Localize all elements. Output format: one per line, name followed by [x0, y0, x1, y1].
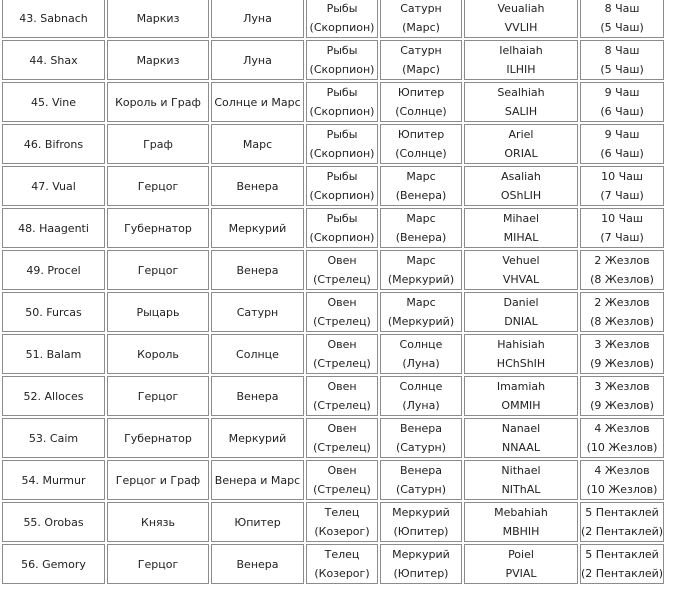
sign-ruler-secondary: (Солнце) [395, 147, 447, 160]
sign-ruler-secondary: (Юпитер) [393, 567, 449, 580]
rank-cell [107, 460, 209, 500]
table-row [2, 502, 664, 542]
zodiac-sign-cell [306, 250, 378, 290]
sign-ruler-secondary: (Сатурн) [395, 483, 447, 496]
rank-cell [107, 208, 209, 248]
planet-cell [211, 40, 304, 80]
angel-name-cell [464, 0, 578, 38]
planet-text: Солнце [236, 347, 279, 361]
spirit-name-cell [2, 376, 105, 416]
sign-ruler-secondary: (Марс) [402, 21, 440, 34]
angel-name-text: Mihael [502, 212, 540, 225]
angel-name-text: Daniel [503, 296, 539, 309]
planet-text: Марс [242, 137, 273, 151]
tarot-card-secondary: (5 Чаш) [600, 21, 644, 34]
sign-ruler-secondary: (Венера) [395, 189, 447, 202]
angel-name-secondary: VVLIH [504, 21, 538, 34]
rank-text: Маркиз [136, 11, 180, 25]
tarot-card-text: 2 Жезлов [594, 254, 650, 267]
planet-cell [211, 0, 304, 38]
zodiac-sign-cell [306, 166, 378, 206]
spirit-name-cell [2, 0, 105, 38]
sign-ruler-text: Меркурий [392, 506, 450, 519]
zodiac-sign-cell [306, 124, 378, 164]
angel-name-text: Vehuel [502, 254, 540, 267]
zodiac-sign-secondary: (Стрелец) [313, 315, 371, 328]
sign-ruler-cell [380, 82, 462, 122]
tarot-card-secondary: (9 Жезлов) [590, 399, 654, 412]
tarot-card-secondary: (6 Чаш) [600, 105, 644, 118]
planet-text: Венера и Марс [214, 473, 301, 487]
angel-name-secondary: OMMIH [501, 399, 541, 412]
table-row [2, 208, 664, 248]
sign-ruler-secondary: (Юпитер) [393, 525, 449, 538]
sign-ruler-text: Марс [406, 254, 436, 267]
tarot-card-text: 4 Жезлов [594, 422, 650, 435]
planet-text: Венера [236, 557, 279, 571]
planet-text: Юпитер [234, 515, 281, 529]
tarot-card-text: 2 Жезлов [594, 296, 650, 309]
spirit-name-cell [2, 502, 105, 542]
zodiac-sign-secondary: (Стрелец) [313, 441, 371, 454]
angel-name-text: Mebahiah [494, 506, 548, 519]
angel-name-secondary: MBHIH [502, 525, 540, 538]
planet-text: Венера [236, 179, 279, 193]
spirit-name-cell [2, 544, 105, 584]
sign-ruler-text: Сатурн [400, 44, 442, 57]
sign-ruler-text: Марс [406, 212, 436, 225]
planet-cell [211, 376, 304, 416]
planet-cell [211, 82, 304, 122]
sign-ruler-cell [380, 376, 462, 416]
zodiac-sign-text: Рыбы [326, 170, 358, 183]
spirit-name-text: 53. Caim [28, 431, 79, 445]
zodiac-sign-cell [306, 82, 378, 122]
angel-name-secondary: DNIAL [504, 315, 538, 328]
zodiac-sign-cell [306, 334, 378, 374]
sign-ruler-text: Марс [406, 170, 436, 183]
planet-text: Луна [243, 11, 272, 25]
angel-name-text: Ariel [508, 128, 534, 141]
zodiac-sign-text: Телец [324, 548, 360, 561]
zodiac-sign-cell [306, 376, 378, 416]
sign-ruler-cell [380, 460, 462, 500]
planet-cell [211, 460, 304, 500]
rank-text: Рыцарь [136, 305, 180, 319]
table-row [2, 460, 664, 500]
rank-text: Губернатор [124, 431, 192, 445]
sign-ruler-cell [380, 0, 462, 38]
tarot-card-secondary: (6 Чаш) [600, 147, 644, 160]
rank-text: Герцог [137, 179, 179, 193]
sign-ruler-cell [380, 418, 462, 458]
zodiac-sign-secondary: (Скорпион) [309, 105, 375, 118]
spirit-name-text: 51. Balam [25, 347, 82, 361]
angel-name-text: Hahisiah [497, 338, 545, 351]
zodiac-sign-secondary: (Скорпион) [309, 189, 375, 202]
zodiac-sign-cell [306, 460, 378, 500]
tarot-card-secondary: (7 Чаш) [600, 189, 644, 202]
tarot-card-text: 5 Пентаклей [585, 548, 659, 561]
tarot-card-cell [580, 208, 664, 248]
angel-name-cell [464, 292, 578, 332]
angel-name-cell [464, 82, 578, 122]
tarot-card-cell [580, 502, 664, 542]
table-row [2, 292, 664, 332]
planet-text: Солнце и Марс [214, 95, 301, 109]
sign-ruler-text: Юпитер [397, 128, 445, 141]
zodiac-sign-cell [306, 418, 378, 458]
planet-cell [211, 292, 304, 332]
spirit-name-text: 48. Haagenti [18, 221, 89, 235]
sign-ruler-text: Солнце [399, 380, 443, 393]
zodiac-sign-secondary: (Стрелец) [313, 399, 371, 412]
tarot-card-cell [580, 82, 664, 122]
planet-cell [211, 250, 304, 290]
spirit-name-cell [2, 334, 105, 374]
sign-ruler-secondary: (Меркурий) [387, 315, 455, 328]
zodiac-sign-text: Рыбы [326, 86, 358, 99]
sign-ruler-text: Солнце [399, 338, 443, 351]
table-row [2, 250, 664, 290]
tarot-card-secondary: (10 Жезлов) [586, 483, 658, 496]
rank-cell [107, 82, 209, 122]
angel-name-secondary: ILHIH [506, 63, 536, 76]
table-row [2, 376, 664, 416]
tarot-card-secondary: (2 Пентаклей) [581, 567, 664, 580]
zodiac-sign-cell [306, 544, 378, 584]
rank-cell [107, 544, 209, 584]
planet-cell [211, 418, 304, 458]
zodiac-sign-text: Рыбы [326, 128, 358, 141]
rank-cell [107, 0, 209, 38]
angel-name-secondary: MIHAL [503, 231, 539, 244]
rank-cell [107, 502, 209, 542]
rank-cell [107, 40, 209, 80]
table-row [2, 166, 664, 206]
angel-name-cell [464, 376, 578, 416]
angel-name-secondary: PVIAL [505, 567, 537, 580]
table-row [2, 0, 664, 38]
tarot-card-text: 9 Чаш [604, 86, 640, 99]
sign-ruler-cell [380, 544, 462, 584]
angel-name-cell [464, 40, 578, 80]
spirit-name-text: 47. Vual [31, 179, 76, 193]
table-row [2, 124, 664, 164]
spirit-name-text: 50. Furcas [25, 305, 82, 319]
angel-name-cell [464, 502, 578, 542]
spirits-table-body [2, 0, 664, 584]
angel-name-secondary: VHVAL [502, 273, 540, 286]
tarot-card-cell [580, 460, 664, 500]
planet-cell [211, 544, 304, 584]
spirit-name-text: 54. Murmur [21, 473, 86, 487]
angel-name-secondary: HChShIH [496, 357, 546, 370]
tarot-card-cell [580, 40, 664, 80]
planet-cell [211, 166, 304, 206]
sign-ruler-text: Венера [400, 464, 442, 477]
planet-cell [211, 502, 304, 542]
tarot-card-secondary: (7 Чаш) [600, 231, 644, 244]
angel-name-text: Sealhiah [497, 86, 545, 99]
tarot-card-cell [580, 292, 664, 332]
tarot-card-text: 4 Жезлов [594, 464, 650, 477]
angel-name-secondary: NNAAL [502, 441, 540, 454]
planet-text: Луна [243, 53, 272, 67]
angel-name-text: Poiel [508, 548, 534, 561]
table-row [2, 82, 664, 122]
rank-text: Король и Граф [115, 95, 201, 109]
tarot-card-cell [580, 544, 664, 584]
tarot-card-text: 9 Чаш [604, 128, 640, 141]
zodiac-sign-secondary: (Скорпион) [309, 147, 375, 160]
tarot-card-secondary: (9 Жезлов) [590, 357, 654, 370]
spirit-name-cell [2, 166, 105, 206]
zodiac-sign-text: Овен [327, 254, 357, 267]
sign-ruler-cell [380, 250, 462, 290]
tarot-card-text: 5 Пентаклей [585, 506, 659, 519]
spirit-name-text: 56. Gemory [21, 557, 86, 571]
rank-text: Король [137, 347, 179, 361]
rank-text: Герцог [137, 263, 179, 277]
zodiac-sign-secondary: (Стрелец) [313, 357, 371, 370]
zodiac-sign-cell [306, 208, 378, 248]
angel-name-cell [464, 166, 578, 206]
sign-ruler-secondary: (Сатурн) [395, 441, 447, 454]
tarot-card-cell [580, 166, 664, 206]
tarot-card-secondary: (8 Жезлов) [590, 315, 654, 328]
table-row [2, 334, 664, 374]
angel-name-secondary: OShLIH [500, 189, 542, 202]
tarot-card-secondary: (10 Жезлов) [586, 441, 658, 454]
planet-cell [211, 124, 304, 164]
rank-cell [107, 418, 209, 458]
angel-name-cell [464, 334, 578, 374]
angel-name-cell [464, 418, 578, 458]
angel-name-text: Asaliah [501, 170, 541, 183]
angel-name-secondary: NIThAL [501, 483, 541, 496]
zodiac-sign-text: Рыбы [326, 44, 358, 57]
planet-cell [211, 208, 304, 248]
sign-ruler-text: Марс [406, 296, 436, 309]
zodiac-sign-text: Овен [327, 296, 357, 309]
rank-text: Князь [141, 515, 175, 529]
zodiac-sign-text: Телец [324, 506, 360, 519]
tarot-card-cell [580, 334, 664, 374]
sign-ruler-text: Венера [400, 422, 442, 435]
zodiac-sign-cell [306, 40, 378, 80]
zodiac-sign-secondary: (Скорпион) [309, 231, 375, 244]
angel-name-cell [464, 460, 578, 500]
table-row [2, 40, 664, 80]
tarot-card-text: 8 Чаш [604, 44, 640, 57]
rank-text: Губернатор [124, 221, 192, 235]
angel-name-text: Imamiah [496, 380, 546, 393]
sign-ruler-secondary: (Солнце) [395, 105, 447, 118]
table-row [2, 418, 664, 458]
sign-ruler-secondary: (Меркурий) [387, 273, 455, 286]
angel-name-text: Nanael [501, 422, 541, 435]
sign-ruler-cell [380, 40, 462, 80]
spirit-name-text: 49. Procel [26, 263, 81, 277]
planet-text: Венера [236, 263, 279, 277]
tarot-card-cell [580, 0, 664, 38]
zodiac-sign-secondary: (Скорпион) [309, 63, 375, 76]
tarot-card-secondary: (2 Пентаклей) [581, 525, 664, 538]
sign-ruler-cell [380, 166, 462, 206]
tarot-card-text: 10 Чаш [601, 170, 643, 183]
angel-name-cell [464, 124, 578, 164]
zodiac-sign-text: Рыбы [326, 2, 358, 15]
sign-ruler-secondary: (Луна) [402, 357, 440, 370]
planet-text: Сатурн [236, 305, 279, 319]
tarot-card-cell [580, 376, 664, 416]
tarot-card-text: 3 Жезлов [594, 338, 650, 351]
tarot-card-cell [580, 250, 664, 290]
sign-ruler-secondary: (Венера) [395, 231, 447, 244]
rank-cell [107, 250, 209, 290]
planet-text: Венера [236, 389, 279, 403]
rank-cell [107, 166, 209, 206]
angel-name-cell [464, 250, 578, 290]
sign-ruler-text: Сатурн [400, 2, 442, 15]
spirit-name-cell [2, 292, 105, 332]
rank-cell [107, 334, 209, 374]
zodiac-sign-text: Овен [327, 338, 357, 351]
tarot-card-cell [580, 418, 664, 458]
spirit-name-text: 55. Orobas [23, 515, 84, 529]
zodiac-sign-text: Овен [327, 464, 357, 477]
rank-text: Маркиз [136, 53, 180, 67]
spirit-name-text: 44. Shax [29, 53, 78, 67]
zodiac-sign-text: Овен [327, 422, 357, 435]
planet-text: Меркурий [228, 431, 287, 445]
angel-name-text: Ielhaiah [499, 44, 543, 57]
spirit-name-cell [2, 40, 105, 80]
spirit-name-text: 45. Vine [30, 95, 77, 109]
zodiac-sign-text: Овен [327, 380, 357, 393]
spirit-name-cell [2, 250, 105, 290]
zodiac-sign-cell [306, 0, 378, 38]
spirit-name-cell [2, 418, 105, 458]
tarot-card-text: 8 Чаш [604, 2, 640, 15]
angel-name-secondary: ORIAL [504, 147, 538, 160]
zodiac-sign-secondary: (Козерог) [314, 525, 370, 538]
spirit-name-cell [2, 124, 105, 164]
angel-name-cell [464, 544, 578, 584]
tarot-card-secondary: (8 Жезлов) [590, 273, 654, 286]
rank-cell [107, 124, 209, 164]
sign-ruler-cell [380, 292, 462, 332]
sign-ruler-text: Юпитер [397, 86, 445, 99]
angel-name-cell [464, 208, 578, 248]
sign-ruler-cell [380, 124, 462, 164]
tarot-card-secondary: (5 Чаш) [600, 63, 644, 76]
planet-text: Меркурий [228, 221, 287, 235]
zodiac-sign-cell [306, 502, 378, 542]
zodiac-sign-secondary: (Козерог) [314, 567, 370, 580]
spirit-name-text: 52. Alloces [23, 389, 84, 403]
spirit-name-text: 43. Sabnach [19, 11, 88, 25]
sign-ruler-cell [380, 208, 462, 248]
rank-text: Герцог [137, 389, 179, 403]
sign-ruler-text: Меркурий [392, 548, 450, 561]
zodiac-sign-secondary: (Стрелец) [313, 273, 371, 286]
tarot-card-text: 10 Чаш [601, 212, 643, 225]
rank-cell [107, 292, 209, 332]
table-row [2, 544, 664, 584]
spirit-name-cell [2, 208, 105, 248]
angel-name-secondary: SALIH [504, 105, 538, 118]
zodiac-sign-text: Рыбы [326, 212, 358, 225]
rank-cell [107, 376, 209, 416]
tarot-card-cell [580, 124, 664, 164]
sign-ruler-cell [380, 334, 462, 374]
zodiac-sign-secondary: (Стрелец) [313, 483, 371, 496]
sign-ruler-secondary: (Луна) [402, 399, 440, 412]
rank-text: Граф [143, 137, 173, 151]
planet-cell [211, 334, 304, 374]
sign-ruler-secondary: (Марс) [402, 63, 440, 76]
spirit-name-cell [2, 460, 105, 500]
zodiac-sign-cell [306, 292, 378, 332]
spirit-name-text: 46. Bifrons [23, 137, 84, 151]
sign-ruler-cell [380, 502, 462, 542]
zodiac-sign-secondary: (Скорпион) [309, 21, 375, 34]
spirit-name-cell [2, 82, 105, 122]
rank-text: Герцог и Граф [115, 473, 201, 487]
angel-name-text: Veualiah [497, 2, 545, 15]
rank-text: Герцог [137, 557, 179, 571]
angel-name-text: Nithael [501, 464, 541, 477]
tarot-card-text: 3 Жезлов [594, 380, 650, 393]
